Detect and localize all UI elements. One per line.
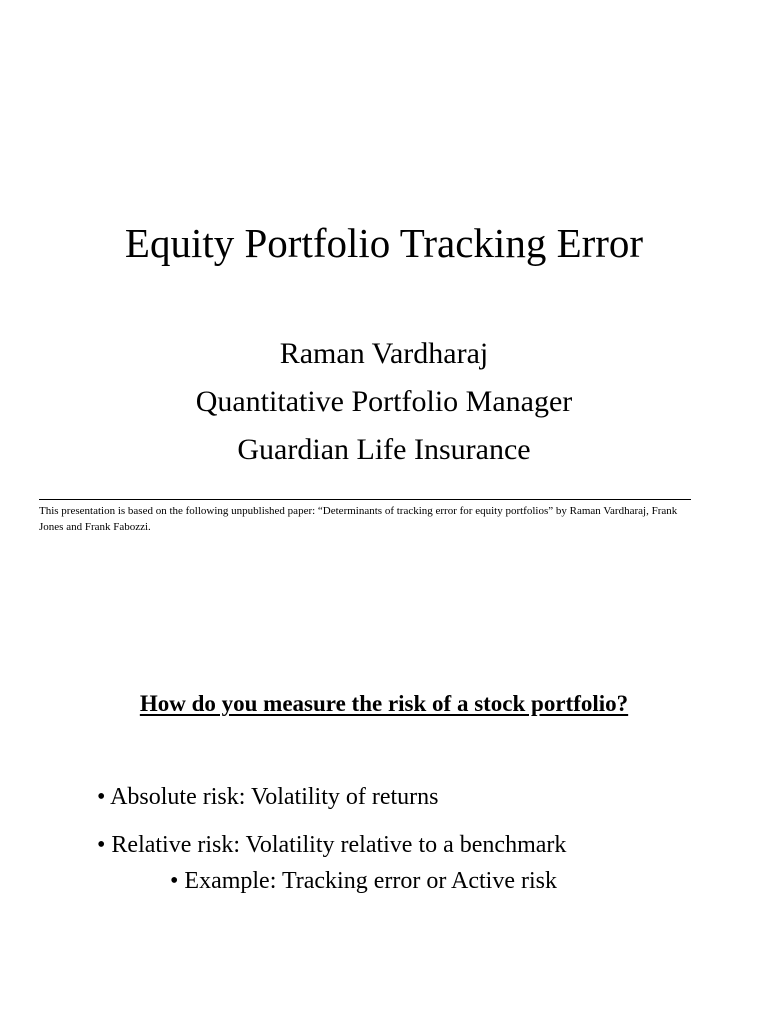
bullet-relative-risk: • Relative risk: Volatility relative to a benchmark: [97, 832, 567, 858]
author-block: [0, 334, 768, 478]
bullet-absolute-risk: • Absolute risk: Volatility of returns: [97, 784, 439, 810]
author-company: Guardian Life Insurance: [237, 433, 531, 466]
bullet-example: • Example: Tracking error or Active risk: [170, 868, 557, 894]
risk-measurement-slide: [0, 600, 768, 1024]
slide-heading-text: How do you measure the risk of a stock portfolio?: [139, 691, 629, 716]
footnote-text: This presentation is based on the following unpublished paper: “Determinants of tracking error for equity portfolios” by Raman Vardharaj, Frank Jones and Frank Fabozzi.: [39, 505, 678, 533]
footnote-divider: [39, 499, 691, 500]
slide-heading: [0, 688, 768, 720]
author-name: Raman Vardharaj: [279, 337, 489, 370]
presentation-title: Equity Portfolio Tracking Error: [124, 220, 644, 266]
author-role: Quantitative Portfolio Manager: [195, 385, 573, 418]
